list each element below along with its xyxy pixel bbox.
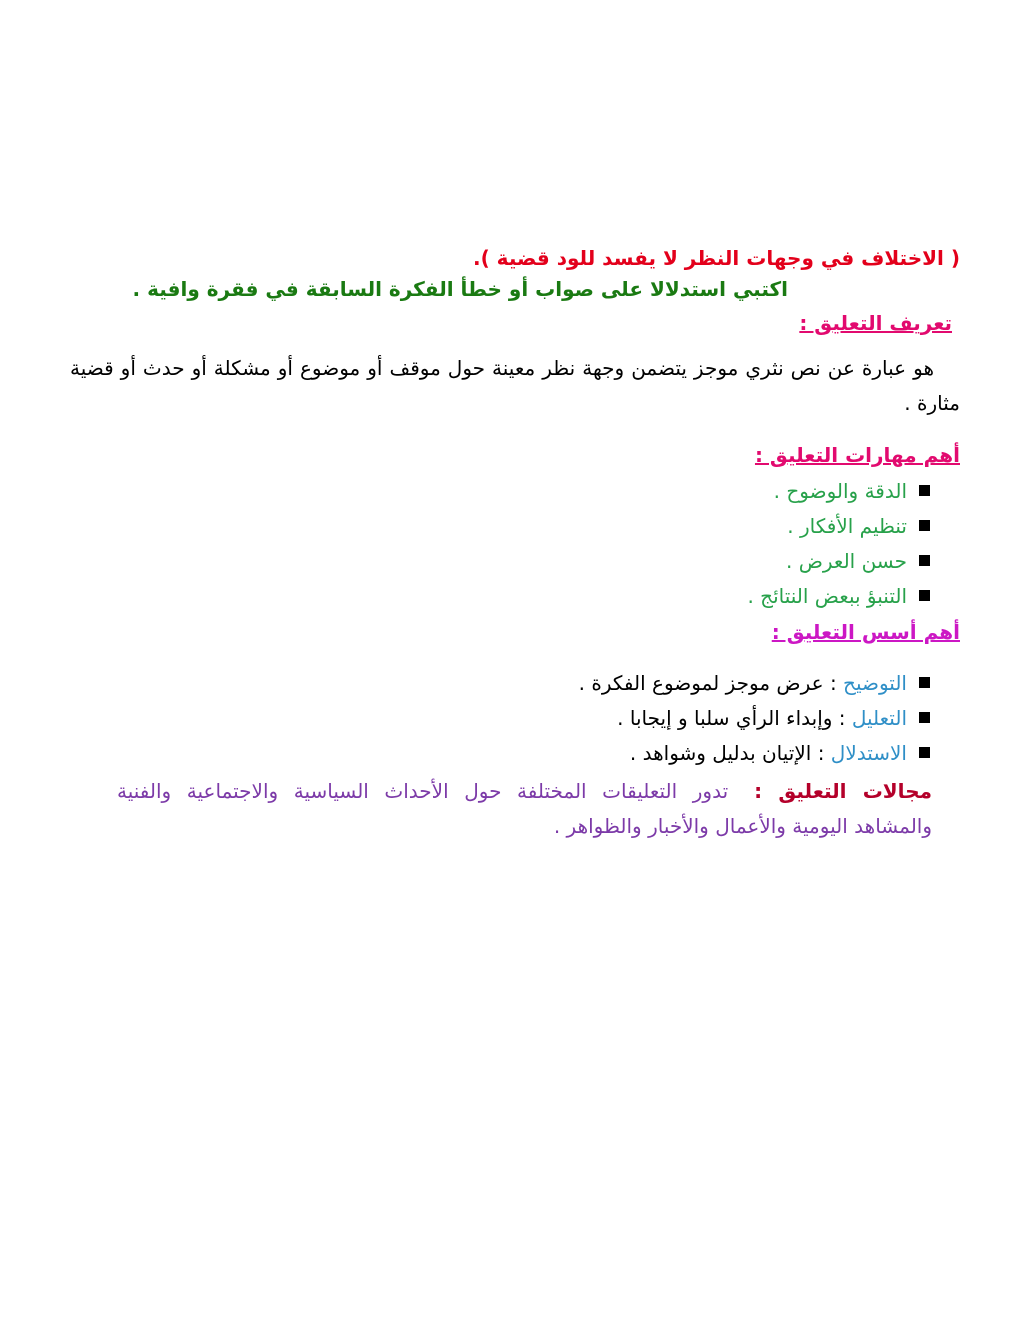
skill-item <box>786 547 930 575</box>
domains-text: تدور التعليقات المختلفة حول الأحداث السياسية والاجتماعية والفنية والمشاهد اليومية والأعمال والأخبار والظواهر . <box>117 779 932 838</box>
square-bullet-icon <box>919 590 930 601</box>
definition-text: هو عبارة عن نص نثري موجز يتضمن وجهة نظر معينة حول موقف أو موضوع أو مشكلة أو حدث أو قضية مثارة . <box>70 356 960 415</box>
basis-term: التعليل <box>851 706 907 730</box>
basis-term: التوضيح <box>843 671 907 695</box>
skill-text: حسن العرض . <box>785 549 907 573</box>
square-bullet-icon <box>919 555 930 566</box>
basis-item <box>630 739 930 767</box>
square-bullet-icon <box>919 677 930 688</box>
domains-heading: مجالات التعليق : <box>754 779 932 803</box>
square-bullet-icon <box>919 747 930 758</box>
basis-item <box>579 669 930 697</box>
skills-heading: أهم مهارات التعليق : <box>754 443 960 467</box>
square-bullet-icon <box>919 485 930 496</box>
skill-item <box>774 477 930 505</box>
skill-text: التنبؤ ببعض النتائج . <box>747 584 907 608</box>
definition-heading: تعريف التعليق : <box>799 311 952 335</box>
bases-heading: أهم أسس التعليق : <box>771 620 960 644</box>
domains-paragraph <box>117 774 932 844</box>
basis-desc: : عرض موجز لموضوع الفكرة . <box>578 671 844 695</box>
instruction: اكتبي استدلالا على صواب أو خطأ الفكرة السابقة في فقرة وافية . <box>132 277 788 301</box>
skill-text: الدقة والوضوح . <box>773 479 907 503</box>
basis-desc: : الإتيان بدليل وشواهد . <box>629 741 831 765</box>
square-bullet-icon <box>919 712 930 723</box>
skill-item <box>747 582 930 610</box>
basis-item <box>617 704 930 732</box>
title: ( الاختلاف في وجهات النظر لا يفسد للود قضية ). <box>472 246 960 270</box>
square-bullet-icon <box>919 520 930 531</box>
skill-text: تنظيم الأفكار . <box>787 514 907 538</box>
basis-term: الاستدلال <box>830 741 907 765</box>
skill-item <box>787 512 930 540</box>
basis-desc: : وإبداء الرأي سلبا و إيجابا . <box>617 706 852 730</box>
